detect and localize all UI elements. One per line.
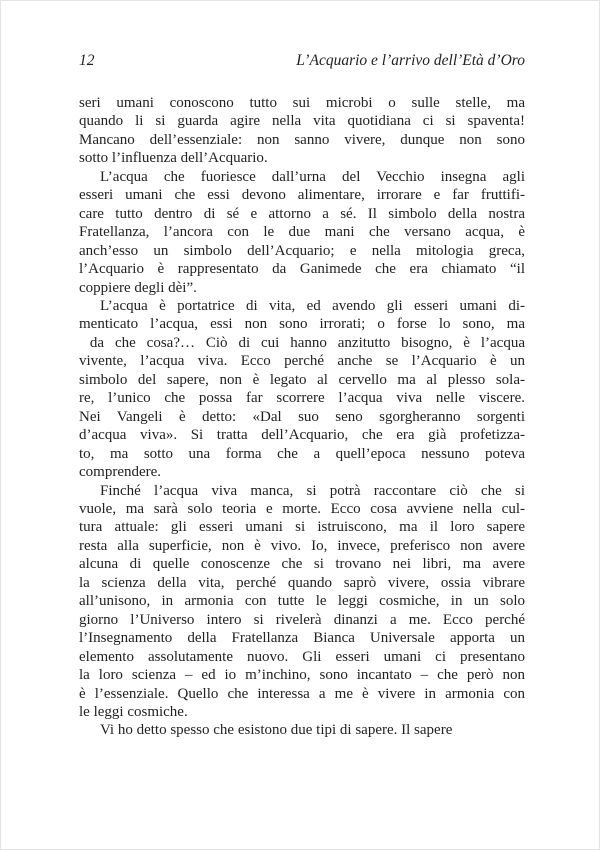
text-line: care tutto dentro di sé e attorno a sé. Il simbolo della nostra bbox=[79, 205, 525, 222]
text-line: l’Insegnamento della Fratellanza Bianca Universale apporta un bbox=[79, 630, 525, 647]
text-line: L’acqua è portatrice di vita, ed avendo gli esseri umani di- bbox=[100, 297, 525, 314]
text-line: vivente, l’acqua viva. Ecco perché anche se l’Acquario è un bbox=[79, 353, 525, 370]
text-line: esseri umani che essi devono alimentare, irrorare e far fruttifi- bbox=[79, 187, 525, 204]
text-line: comprendere. bbox=[79, 464, 162, 481]
page-header bbox=[79, 52, 525, 70]
text-line: simbolo del sapere, non è legato al cervello ma al plesso sola- bbox=[79, 371, 525, 388]
text-line: quando li si guarda agire nella vita quotidiana ci si spaventa! bbox=[79, 113, 525, 130]
text-line: l’Acquario è rappresentato da Ganimede che era chiamato “il bbox=[79, 261, 525, 278]
page-number: 12 bbox=[79, 52, 95, 69]
paragraph bbox=[79, 297, 525, 482]
text-line: Finché l’acqua viva manca, si potrà raccontare ciò che si bbox=[100, 482, 525, 499]
text-line: all’unisono, in armonia con tutte le leggi cosmiche, in un solo bbox=[79, 593, 525, 610]
text-line: to, ma sotto una forma che a quell’epoca nessuno poteva bbox=[79, 445, 525, 462]
text-line: sotto l’influenza dell’Acquario. bbox=[79, 150, 268, 167]
running-title: L’Acquario e l’arrivo dell’Età d’Oro bbox=[296, 52, 525, 69]
text-line: tura attuale: gli esseri umani si istruiscono, ma il loro sapere bbox=[79, 519, 525, 536]
text-line: resta alla superficie, non è vivo. Io, invece, preferisco non avere bbox=[79, 537, 525, 554]
text-line: elemento assolutamente nuovo. Gli esseri umani ci presentano bbox=[79, 648, 525, 665]
text-line: anch’esso un simbolo dell’Acquario; e nella mitologia greca, bbox=[79, 242, 525, 259]
text-line: la loro scienza – ed io m’inchino, sono incantato – che però non bbox=[79, 667, 525, 684]
paragraph bbox=[79, 721, 525, 739]
text-line: Mancano dell’essenziale: non sanno vivere, dunque non sono bbox=[79, 131, 525, 148]
text-line: la scienza della vita, perché quando saprò vivere, ossia vibrare bbox=[79, 574, 525, 591]
paragraph bbox=[79, 168, 525, 297]
text-line: d’acqua viva». Si tratta dell’Acquario, che era già profetizza- bbox=[79, 427, 525, 444]
text-line: Nei Vangeli è detto: «Dal suo seno sgorgheranno sorgenti bbox=[79, 408, 525, 425]
text-line: è l’essenziale. Quello che interessa a me è vivere in armonia con bbox=[79, 685, 525, 702]
body-text bbox=[79, 94, 525, 740]
text-line: giorno l’Universo intero si rivelerà dinanzi a me. Ecco perché bbox=[79, 611, 525, 628]
text-line: L’acqua che fuoriesce dall’urna del Vecchio insegna agli bbox=[100, 168, 525, 185]
text-line: vuole, ma sarà solo teoria e morte. Ecco cosa avviene nella cul- bbox=[79, 500, 525, 517]
text-line: le leggi cosmiche. bbox=[79, 703, 188, 720]
paragraph bbox=[79, 94, 525, 168]
text-line: alcuna di quelle conoscenze che si trovano nei libri, ma avere bbox=[79, 556, 525, 573]
text-line: da che cosa?… Ciò di cui hanno anzitutto bisogno, è l’acqua bbox=[79, 334, 525, 351]
text-line: menticato l’acqua, essi non sono irrorati; o forse lo sono, ma bbox=[79, 316, 525, 333]
text-line: re, l’unico che possa far scorrere l’acqua viva nelle viscere. bbox=[79, 390, 525, 407]
paragraph bbox=[79, 482, 525, 722]
text-line: coppiere degli dèi”. bbox=[79, 279, 197, 296]
text-line: Vi ho detto spesso che esistono due tipi di sapere. Il sapere bbox=[100, 722, 453, 739]
text-line: seri umani conoscono tutto sui microbi o sulle stelle, ma bbox=[79, 95, 525, 111]
text-line: Fratellanza, l’ancora con le due mani che versano acqua, è bbox=[79, 224, 525, 241]
